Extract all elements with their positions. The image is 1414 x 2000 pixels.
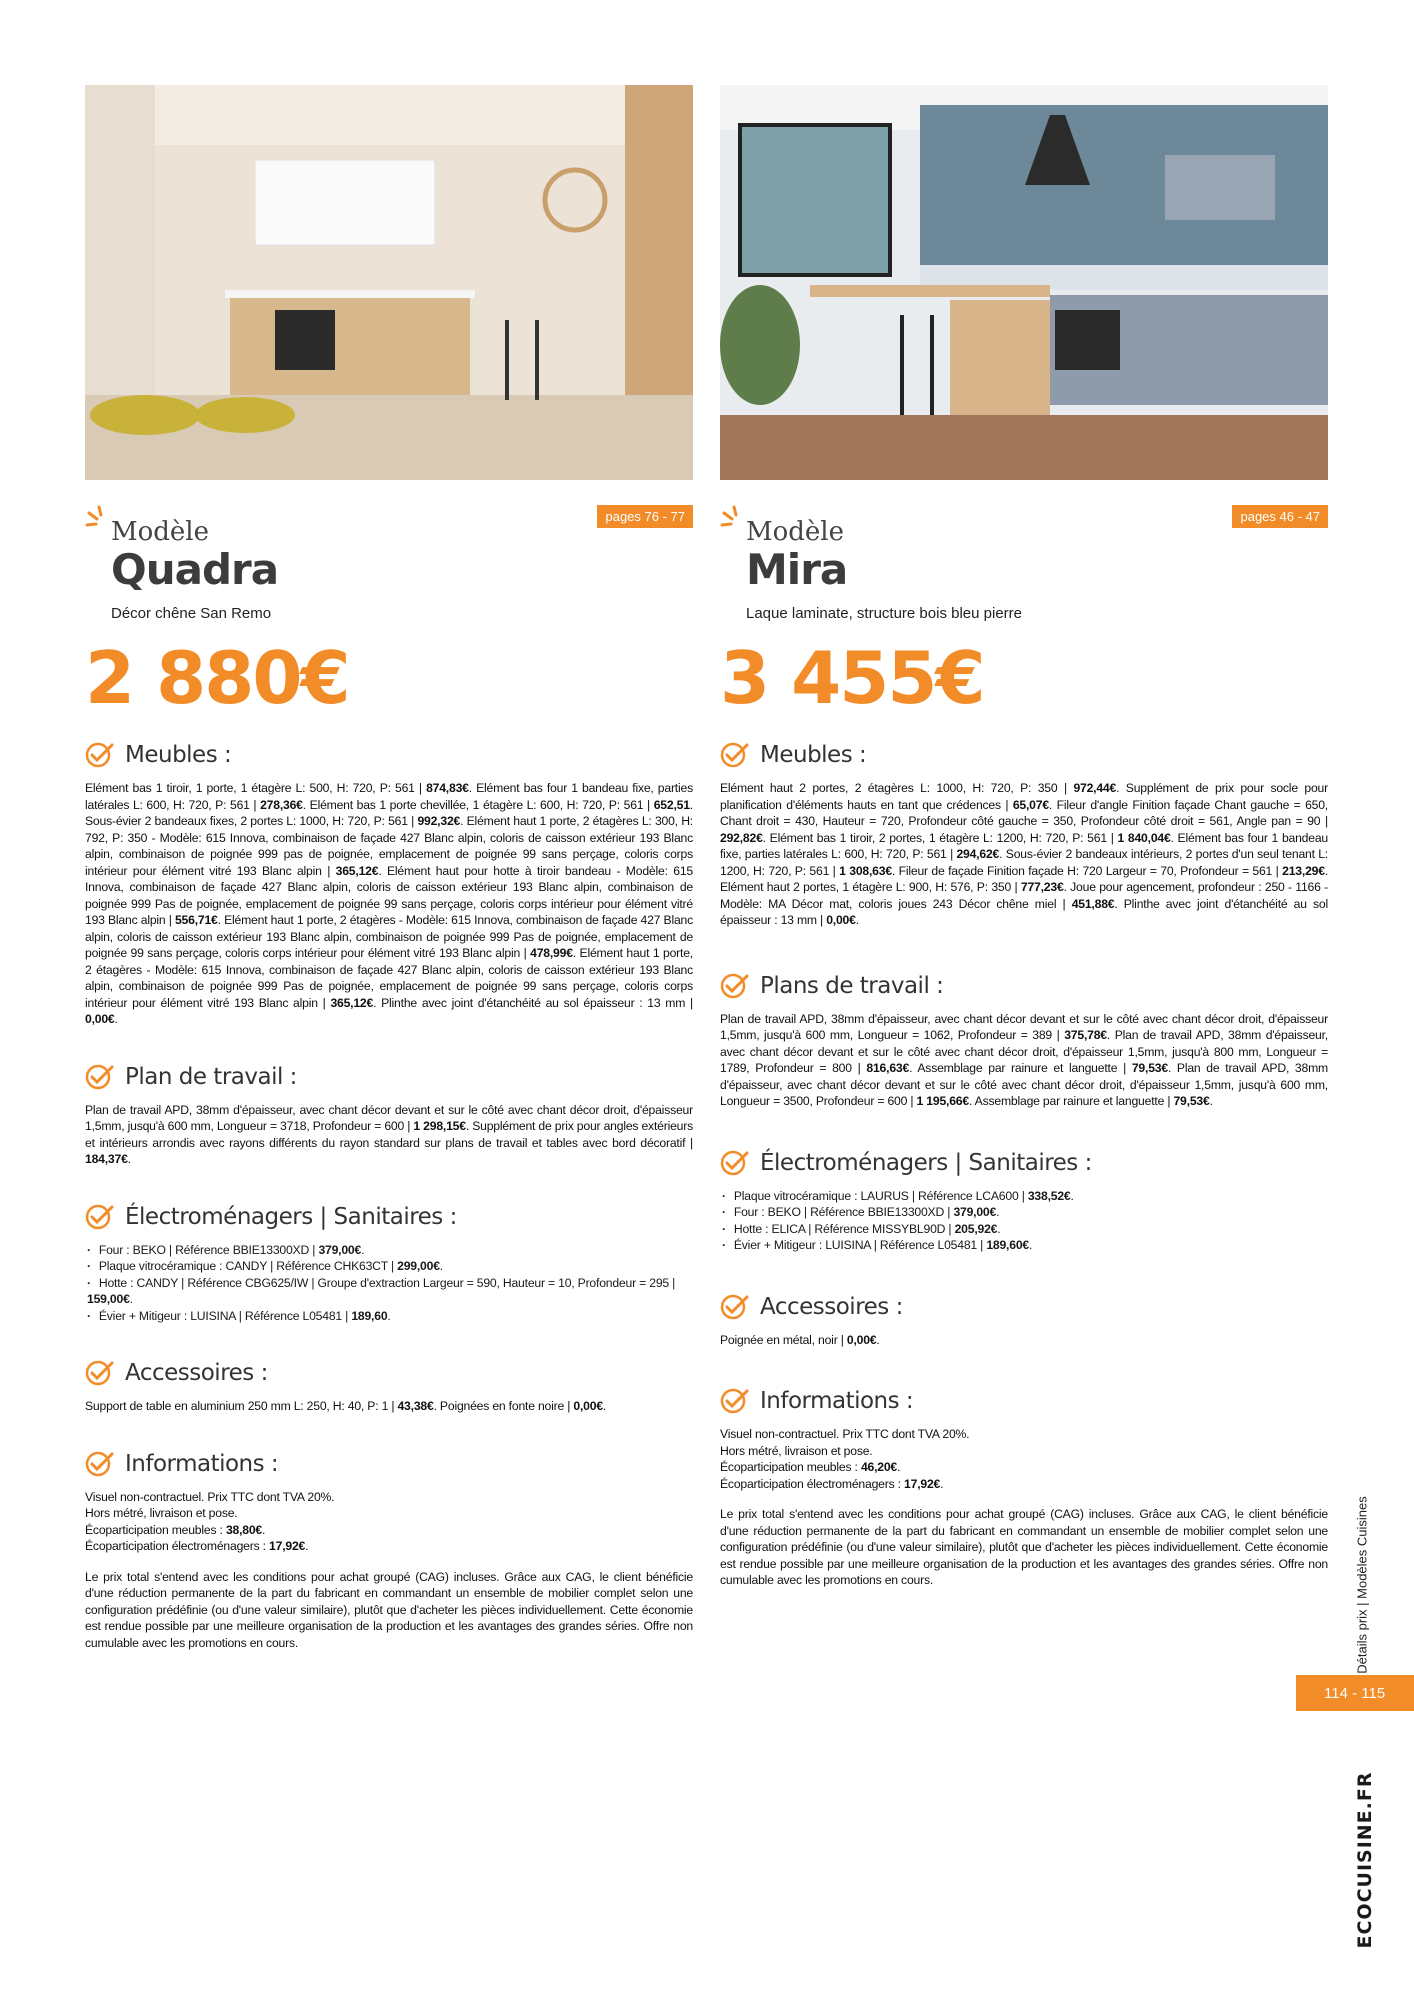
electro-section: [720, 1150, 1328, 1254]
model-mira-column: [720, 85, 1328, 1589]
info-line: Écoparticipation meubles : 38,80€.: [85, 1522, 266, 1537]
info-line: Visuel non-contractuel. Prix TTC dont TVA 20%.: [720, 1427, 970, 1441]
section-title: Informations :: [125, 1450, 279, 1477]
list-item: · Plaque vitrocéramique : CANDY | Référence CHK63CT | 299,00€.: [87, 1258, 693, 1275]
check-icon: [720, 1388, 750, 1414]
check-icon: [85, 1064, 115, 1090]
model-label: Modèle: [746, 517, 845, 547]
info-paragraph: Le prix total s'entend avec les conditions pour achat groupé (CAG) incluses. Grâce aux CAG, le client bénéficie d'une réduction permanente de la part du fabricant en commandant un ensemble de mobilier complet selon une configuration prédéfinie (ou d'une valeur similaire), plutôt que d'acheter les pièces individuellement. Cette économie est rendue possible par une meilleure organisation de la production et les avantages des grandes séries. Offre non cumulable avec les promotions en cours.: [85, 1569, 693, 1650]
accessoires-text: Support de table en aluminium 250 mm L: 250, H: 40, P: 1 | 43,38€. Poignées en fonte noire | 0,00€.: [85, 1399, 607, 1413]
infos-section: [720, 1388, 1328, 1589]
section-title: Électroménagers | Sanitaires :: [125, 1203, 457, 1230]
infos-section: [85, 1451, 693, 1652]
section-title: Meubles :: [125, 742, 232, 768]
check-icon: [720, 1294, 750, 1320]
section-title: Plan de travail :: [125, 1063, 297, 1090]
meubles-section: [85, 742, 693, 1028]
info-line: Hors métré, livraison et pose.: [85, 1506, 238, 1520]
check-icon: [85, 742, 115, 768]
accessoires-section: [720, 1294, 1328, 1349]
quadra-model-header: [85, 505, 693, 630]
section-title: Électroménagers | Sanitaires :: [760, 1149, 1092, 1176]
section-title: Accessoires :: [760, 1293, 903, 1320]
info-line: Hors métré, livraison et pose.: [720, 1443, 873, 1458]
info-line: Écoparticipation électroménagers : 17,92€.: [720, 1476, 944, 1491]
section-title: Informations :: [760, 1388, 914, 1414]
section-title: Meubles :: [760, 742, 867, 768]
check-icon: [85, 1204, 115, 1230]
model-label: Modèle: [111, 517, 210, 547]
section-title: Accessoires :: [125, 1360, 268, 1386]
sparkle-icon: [720, 505, 748, 533]
plan-section: [85, 1064, 693, 1168]
check-icon: [720, 742, 750, 768]
brand-logo: ECOCUISINE.FR: [1354, 1771, 1376, 1949]
page-number-badge: 114 - 115: [1296, 1675, 1414, 1711]
plan-text: Plan de travail APD, 38mm d'épaisseur, avec chant décor devant et sur le côté avec chant décor droit, d'épaisseur 1,5mm, jusqu'à 600 mm, Longueur = 3718, Profondeur = 600 | 1 298,15€. Supplément de prix pour angles extérieurs et intérieurs arrondis avec rayons différents du rayon standard sur plans de travail et tables avec bord décoratif | 184,37€.: [85, 1102, 693, 1166]
sparkle-icon: [85, 505, 113, 533]
model-price: 3 455€: [720, 636, 984, 720]
pages-badge: pages 46 - 47: [1232, 505, 1328, 528]
plan-text: Plan de travail APD, 38mm d'épaisseur, avec chant décor devant et sur le côté avec chant décor droit, d'épaisseur 1,5mm, jusqu'à 600 mm, Longueur = 1062, Profondeur = 389 | 375,78€. Plan de travail APD, 38mm d'épaisseur, avec chant décor devant et sur le côté avec chant décor droit, d'épaisseur 1,5mm, jusqu'à 800 mm, Longueur = 1789, Profondeur = 800 | 816,63€. Assemblage par rainure et languette | 79,53€. Plan de travail APD, 38mm d'épaisseur, avec chant décor devant et sur le côté avec chant décor droit, d'épaisseur 1,5mm, jusqu'à 600 mm, Longueur = 3500, Profondeur = 600 | 1 195,66€. Assemblage par rainure et languette | 79,53€.: [720, 1011, 1328, 1108]
accessoires-text: Poignée en métal, noir | 0,00€.: [720, 1332, 880, 1347]
model-subtitle: Décor chêne San Remo: [111, 605, 272, 622]
plan-section: [720, 973, 1328, 1110]
list-item: · Four : BEKO | Référence BBIE13300XD | 379,00€.: [87, 1242, 693, 1259]
model-quadra-column: [85, 85, 693, 1651]
check-icon: [85, 1451, 115, 1477]
list-item: · Évier + Mitigeur : LUISINA | Référence L05481 | 189,60.: [87, 1308, 693, 1325]
quadra-kitchen-photo: [85, 85, 693, 480]
meubles-text: Elément bas 1 tiroir, 1 porte, 1 étagère L: 500, H: 720, P: 561 | 874,83€. Elément bas four 1 bandeau fixe, parties latérales L: 600, H: 720, P: 561 | 278,36€. Elément bas 1 porte chevillée, 1 étagère L: 600, H: 720, P: 561 | 652,51. Sous-évier 2 bandeaux fixes, 2 portes L: 1000, H: 720, P: 561 | 992,32€. Elément haut 1 porte, 2 étagères L: 300, H: 792, P: 350 - Modèle: 615 Innova, combinaison de façade 427 Blanc alpin, coloris de caisson extérieur 193 Blanc alpin, combinaison de poignée 999 pas de poignée, emplacement de poignée 99 sans perçage, coloris corps intérieur pour élément vitré 193 Blanc alpin | 365,12€. Elément haut pour hotte à tiroir bandeau - Modèle: 615 Innova, combinaison de façade 427 Blanc alpin, coloris de caisson extérieur 193 Blanc alpin, combinaison de poignée 999 Pas de poignée, emplacement de poignée 99 sans perçage, coloris corps intérieur pour élément vitré 193 Blanc alpin | 556,71€. Elément haut 1 porte, 2 étagères - Modèle: 615 Innova, combinaison de façade 427 Blanc alpin, coloris de caisson extérieur 193 Blanc alpin, combinaison de poignée 999 Pas de poignée, emplacement de poignée 99 sans perçage, coloris corps intérieur pour élément vitré 193 Blanc alpin | 478,99€. Elément haut 1 porte, 2 étagères - Modèle: 615 Innova, combinaison de façade 427 Blanc alpin, coloris de caisson extérieur 193 Blanc alpin, combinaison de poignée 999 Pas de poignée, emplacement de poignée 99 sans perçage, coloris corps intérieur pour élément vitré 193 Blanc alpin | 365,12€. Plinthe avec joint d'étanchéité au sol épaisseur : 13 mm | 0,00€.: [85, 781, 694, 1026]
section-title: Plans de travail :: [760, 972, 944, 999]
list-item: · Évier + Mitigeur : LUISINA | Référence L05481 | 189,60€.: [722, 1237, 1328, 1254]
model-subtitle: Laque laminate, structure bois bleu pierre: [746, 605, 1022, 622]
electro-section: [85, 1204, 693, 1325]
list-item: · Plaque vitrocéramique : LAURUS | Référence LCA600 | 338,52€.: [722, 1188, 1328, 1205]
info-paragraph: Le prix total s'entend avec les conditions pour achat groupé (CAG) incluses. Grâce aux CAG, le client bénéficie d'une réduction permanente de la part du fabricant en commandant un ensemble de mobilier complet selon une configuration prédéfinie (ou d'une valeur similaire), plutôt que d'acheter les pièces individuellement. Cette économie est rendue possible par une meilleure organisation de la production et les avantages des grandes séries. Offre non cumulable avec les promotions en cours.: [720, 1507, 1328, 1587]
mira-model-header: [720, 505, 1328, 630]
model-name: Mira: [746, 545, 848, 594]
info-line: Écoparticipation meubles : 46,20€.: [720, 1460, 901, 1474]
check-icon: [85, 1360, 115, 1386]
model-price: 2 880€: [85, 636, 349, 720]
electro-list: [720, 1188, 1328, 1254]
check-icon: [720, 973, 750, 999]
mira-kitchen-photo: [720, 85, 1328, 480]
meubles-text: Elément haut 2 portes, 2 étagères L: 1000, H: 720, P: 350 | 972,44€. Supplément de prix pour socle pour planification d'éléments hauts en tant que crédences | 65,07€. Fileur d'angle Finition façade Chant gauche = 650, Chant droit = 430, Hauteur = 720, Profondeur côté gauche = 350, Profondeur côté droit = 561, Angle pan = 90 | 292,82€. Elément bas 1 tiroir, 2 portes, 1 étagère L: 1200, H: 720, P: 561 | 1 840,04€. Elément bas four 1 bandeau fixe, parties latérales L: 600, H: 720, P: 561 | 294,62€. Sous-évier 2 bandeaux intérieurs, 2 portes d'un seul tenant L: 1200, H: 720, P: 561 | 1 308,63€. Fileur de façade Finition façade H: 720 Largeur = 70, Profondeur = 561 | 213,29€. Elément haut 2 portes, 1 étagère L: 900, H: 576, P: 350 | 777,23€. Joue pour agencement, profondeur : 250 - 1166 - Modèle: MA Décor mat, coloris joues 243 Décor chêne miel | 451,88€. Plinthe avec joint d'étanchéité au sol épaisseur : 13 mm | 0,00€.: [720, 781, 1328, 927]
list-item: · Hotte : ELICA | Référence MISSYBL90D | 205,92€.: [722, 1221, 1328, 1238]
list-item: · Hotte : CANDY | Référence CBG625/IW | Groupe d'extraction Largeur = 590, Hauteur = 10, Profondeur = 295 | 159,00€.: [87, 1275, 693, 1308]
model-name: Quadra: [111, 545, 279, 594]
list-item: · Four : BEKO | Référence BBIE13300XD | 379,00€.: [722, 1204, 1328, 1221]
info-line: Écoparticipation électroménagers : 17,92€.: [85, 1539, 309, 1553]
check-icon: [720, 1150, 750, 1176]
info-line: Visuel non-contractuel. Prix TTC dont TVA 20%.: [85, 1489, 335, 1504]
pages-badge: pages 76 - 77: [597, 505, 693, 528]
meubles-section: [720, 742, 1328, 929]
electro-list: [85, 1242, 693, 1325]
accessoires-section: [85, 1360, 693, 1415]
side-section-title: Détails prix | Modèles Cuisines: [1354, 1496, 1370, 1674]
